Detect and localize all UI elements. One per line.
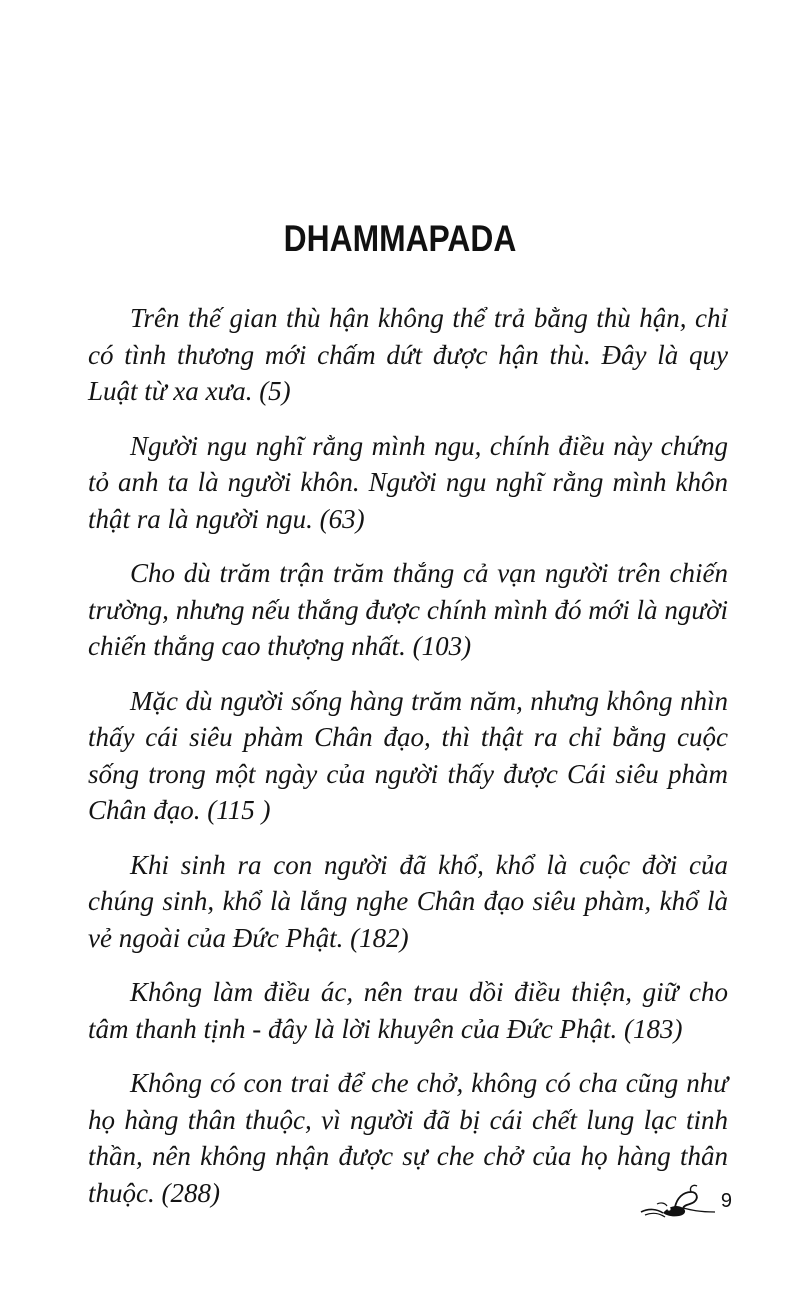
- page-title: DHAMMAPADA: [283, 218, 517, 259]
- verse-5: Trên thế gian thù hận không thể trả bằng thù hận, chỉ có tình thương mới chấm dứt được hận thù. Đây là quy Luật từ xa xưa. (5): [88, 303, 728, 406]
- verse-183: Không làm điều ác, nên trau dồi điều thiện, giữ cho tâm thanh tịnh - đây là lời khuyên của Đức Phật. (183): [88, 977, 728, 1044]
- verse-list: [88, 300, 728, 1229]
- verse-63: Người ngu nghĩ rằng mình ngu, chính điều này chứng tỏ anh ta là người khôn. Người ngu nghĩ rằng mình khôn thật ra là người ngu. (63): [88, 430, 728, 534]
- verse-103: Cho dù trăm trận trăm thắng cả vạn người trên chiến trường, nhưng nếu thắng được chính mình đó mới là người chiến thắng cao thượng nhất. (103): [88, 558, 728, 661]
- page-footer: [639, 1182, 732, 1222]
- verse-288: Không có con trai để che chở, không có cha cũng như họ hàng thân thuộc, vì người đã bị cái chết lung lạc tinh thần, nên không nhận được sự che chở của họ hàng thân thuộc. (288): [88, 1068, 728, 1208]
- verse-182: Khi sinh ra con người đã khổ, khổ là cuộc đời của chúng sinh, khổ là lắng nghe Chân đạo siêu phàm, khổ là vẻ ngoài của Đức Phật. (182): [88, 849, 728, 953]
- bird-flourish-icon: [639, 1182, 717, 1222]
- page-number: 9: [720, 1190, 732, 1212]
- verse-115: Mặc dù người sống hàng trăm năm, nhưng không nhìn thấy cái siêu phàm Chân đạo, thì thật ra chỉ bằng cuộc sống trong một ngày của người thấy được Cái siêu phàm Chân đạo. (115 ): [88, 685, 728, 825]
